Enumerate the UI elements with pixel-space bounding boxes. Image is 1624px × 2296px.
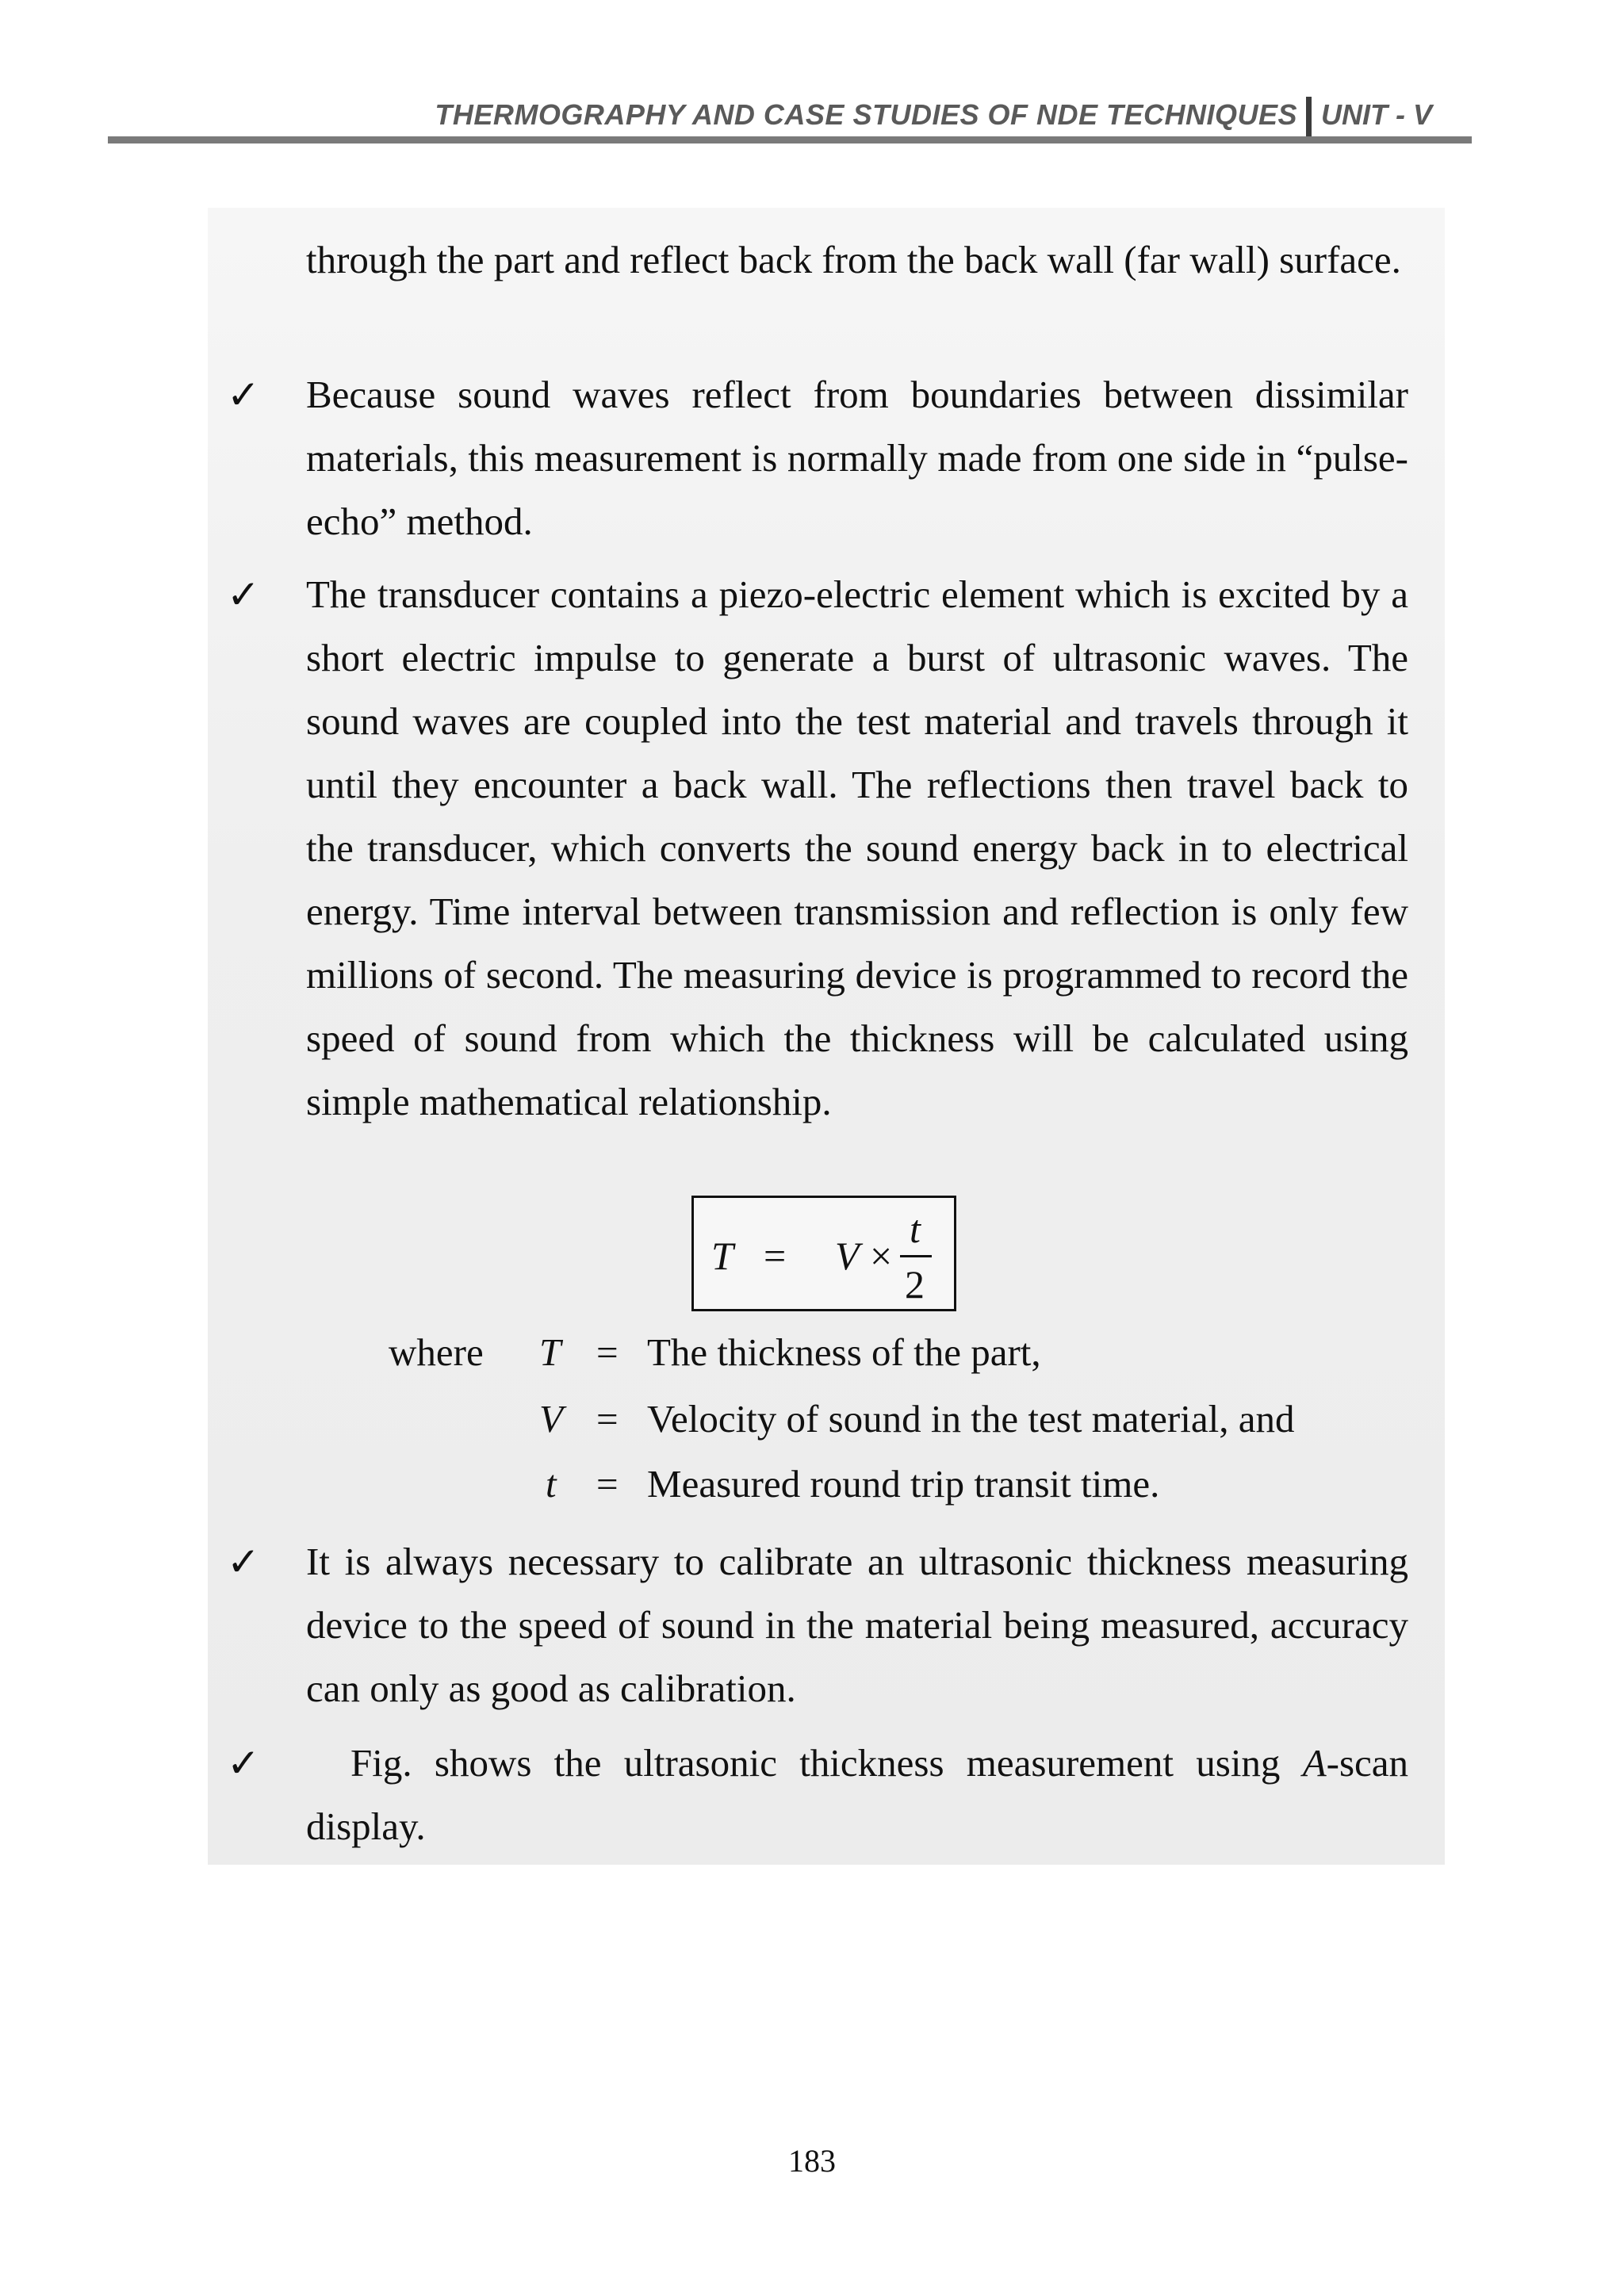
definition-symbol: t [546, 1462, 557, 1506]
figure-ref-label: Fig. [350, 1741, 412, 1785]
header-rule [108, 136, 1472, 144]
definitions-where: where [389, 1330, 484, 1374]
ascan-text: -scan display. [306, 1741, 1409, 1848]
check-icon: ✓ [227, 1740, 260, 1786]
definition-equals: = [596, 1462, 619, 1506]
running-header [108, 95, 1472, 140]
ascan-letter: A [1302, 1741, 1327, 1785]
bullet-paragraph-figure [306, 1732, 1408, 1858]
bullet-paragraph-transducer: The transducer contains a piezo-electric element which is excited by a short electric impulse to generate a burst of ultrasonic waves. The sound waves are coupled into the test material and travels through it until they encounter a back wall. The reflections then travel back to the transducer, which converts the sound energy back in to electrical energy. Time interval between transmission and reflection is only few millions of second. The measuring device is programmed to record the speed of sound from which the thickness will be calculated using simple mathematical relationship. [306, 572, 1408, 1123]
check-icon: ✓ [227, 572, 260, 618]
bullet-paragraph-pulse-echo: Because sound waves reflect from boundaries between dissimilar materials, this measurement is normally made from one side in “pulse-echo” method. [306, 373, 1408, 543]
formula-denominator: 2 [905, 1262, 925, 1307]
definition-equals: = [596, 1330, 619, 1374]
formula-equals: = [764, 1234, 787, 1278]
formula-box [691, 1196, 956, 1311]
check-icon: ✓ [227, 372, 260, 418]
definition-text: Measured round trip transit time. [647, 1462, 1160, 1506]
bullet-paragraph-calibration: It is always necessary to calibrate an ultrasonic thickness measuring device to the speed of sound in the material being measured, accuracy can only as good as calibration. [306, 1540, 1408, 1710]
definition-symbol: T [539, 1330, 561, 1374]
page-number: 183 [788, 2143, 836, 2179]
definition-equals: = [596, 1397, 619, 1441]
header-unit: UNIT - V [1321, 98, 1432, 131]
formula-times: × [870, 1234, 893, 1278]
definition-text: Velocity of sound in the test material, and [647, 1397, 1295, 1441]
formula-numerator: t [910, 1207, 921, 1251]
definition-text: The thickness of the part, [647, 1330, 1041, 1374]
formula-lhs: T [711, 1234, 733, 1278]
fraction-bar [900, 1255, 932, 1257]
paragraph-continuation: through the part and reflect back from the back wall (far wall) surface. [306, 238, 1401, 281]
formula-velocity: V [835, 1234, 860, 1278]
header-title: THERMOGRAPHY AND CASE STUDIES OF NDE TECHNIQUES [435, 98, 1297, 131]
figure-ref-text: shows the ultrasonic thickness measurement using [434, 1741, 1281, 1785]
check-icon: ✓ [227, 1539, 260, 1585]
header-separator [1306, 97, 1312, 136]
definition-symbol: V [539, 1397, 563, 1441]
